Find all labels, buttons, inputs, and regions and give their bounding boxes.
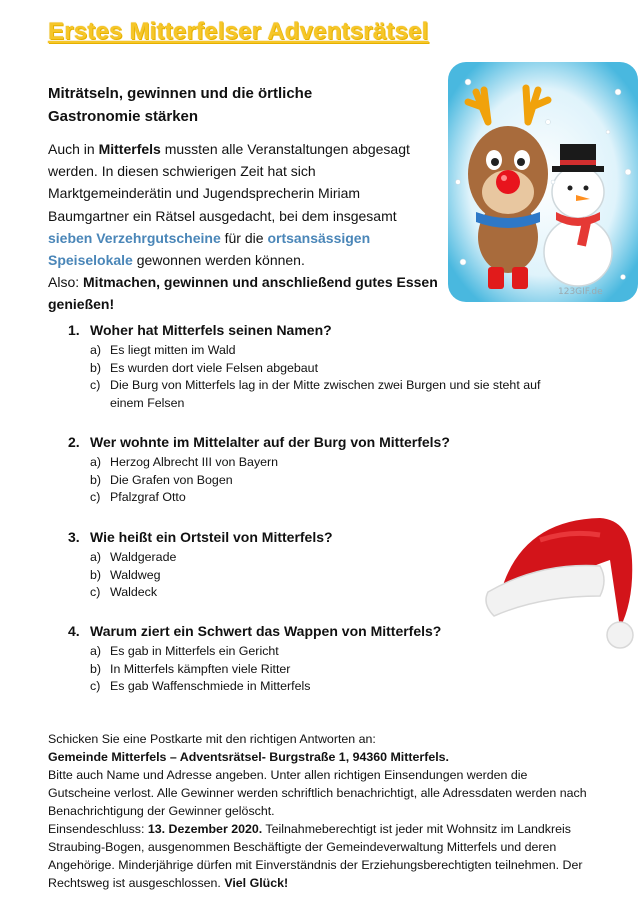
option-text: Herzog Albrecht III von Bayern [110,455,279,469]
option-letter: c) [90,378,101,392]
option-text: Pfalzgraf Otto [110,490,186,504]
subtitle-line-1: Miträtseln, gewinnen und die örtliche [48,85,313,102]
footer-address: Gemeinde Mitterfels – Adventsrätsel- Burgstraße 1, 94360 Mitterfels. [48,750,450,764]
subtitle [48,82,428,128]
question-text: Woher hat Mitterfels seinen Namen? [90,322,332,338]
answer-option [90,454,568,472]
option-text: Es gab Waffenschmiede in Mitterfels [110,679,311,693]
question-number: 1. [68,322,80,338]
footer-good-luck: Viel Glück! [224,876,289,890]
santa-hat-illustration [480,500,640,650]
answer-options [90,342,568,412]
intro-text: für die [220,229,268,246]
answer-options [90,454,568,507]
option-letter: b) [90,472,102,487]
footer-send-text: Schicken Sie eine Postkarte mit den richtigen Antworten an: [48,732,376,746]
answer-option [90,472,568,490]
option-text: Die Grafen von Bogen [110,472,233,487]
option-text: Waldeck [110,585,158,599]
answer-option [90,661,568,679]
option-letter: c) [90,679,101,693]
watermark-text: 123GIF.de [558,287,603,297]
intro-text: diesen schwierigen Zeit hat sich Marktgemeinderätin und Jugendsprecherin Miriam Baumgartner ein Rätsel ausgedacht, bei dem insgesamt [48,163,397,224]
footer-info [48,730,588,892]
intro-text: gewonnen werden können. [132,252,305,269]
option-text: Die Burg von Mitterfels lag in der Mitte zwischen zwei Burgen und sie steht auf einem Felsen [110,378,541,410]
question-number: 4. [68,623,80,639]
question-1 [68,320,568,412]
question-2 [68,432,568,507]
answer-option [90,678,568,696]
option-letter: c) [90,490,101,504]
intro-highlight-restaurants: ortsansässigen Speiselokale [48,229,371,269]
intro-paragraph [48,138,443,316]
option-letter: b) [90,567,102,582]
intro-text: Also: [48,274,84,291]
option-letter: b) [90,360,102,375]
question-number: 2. [68,434,80,450]
option-text: Es wurden dort viele Felsen abgebaut [110,360,319,375]
answer-options [90,643,568,696]
option-letter: b) [90,661,102,676]
intro-bold-town: Mitterfels [98,141,161,157]
reindeer-snowman-illustration [448,62,638,302]
question-title [68,320,568,340]
option-text: Waldweg [110,567,161,582]
subtitle-line-2: Gastronomie stärken [48,108,199,125]
page-title: Erstes Mitterfelser Adventsrätsel [48,18,429,45]
question-text: Warum ziert ein Schwert das Wappen von Mitterfels? [90,623,442,639]
option-letter: c) [90,585,101,599]
question-number: 3. [68,529,80,545]
question-text: Wie heißt ein Ortsteil von Mitterfels? [90,529,333,545]
footer-conditions: Teilnahmeberechtigt ist jeder mit Wohnsitz im Landkreis Straubing-Bogen, ausgenommen Beschäftigte der Gemeindeverwaltung Mitterfels und deren Angehörige. Minderjährige dürfen mit Einverständnis der Erziehungsberechtigten teilnehmen. Der Rechtsweg ist ausgeschlossen. [48,822,583,890]
option-letter: a) [90,455,102,469]
option-letter: a) [90,644,102,658]
intro-call-to-action: Mitmachen, gewinnen und anschließend gutes Essen genießen! [48,274,438,313]
answer-option [90,377,568,412]
option-text: In Mitterfels kämpften viele Ritter [110,661,291,676]
intro-highlight-vouchers: sieben Verzehrgutscheine [48,229,221,246]
intro-text: Auch in [48,141,99,157]
question-title [68,432,568,452]
answer-option [90,342,568,360]
footer-info-text: Bitte auch Name und Adresse angeben. Unter allen richtigen Einsendungen werden die Gutscheine verlost. Alle Gewinner werden schriftlich benachrichtigt, alle Adressdaten werden nach Benachrichtigung der Gewinner gelöscht. [48,768,587,818]
footer-deadline: 13. Dezember 2020. [147,822,263,836]
option-text: Es liegt mitten im Wald [110,343,236,357]
option-text: Waldgerade [110,550,177,564]
answer-option [90,360,568,378]
footer-deadline-label: Einsendeschluss: [48,822,148,836]
question-text: Wer wohnte im Mittelalter auf der Burg von Mitterfels? [90,434,450,450]
option-text: Es gab in Mitterfels ein Gericht [110,644,279,658]
option-letter: a) [90,343,102,357]
option-letter: a) [90,550,102,564]
intro-text: mussten alle Veranstaltungen abgesagt werden. In [48,141,410,180]
